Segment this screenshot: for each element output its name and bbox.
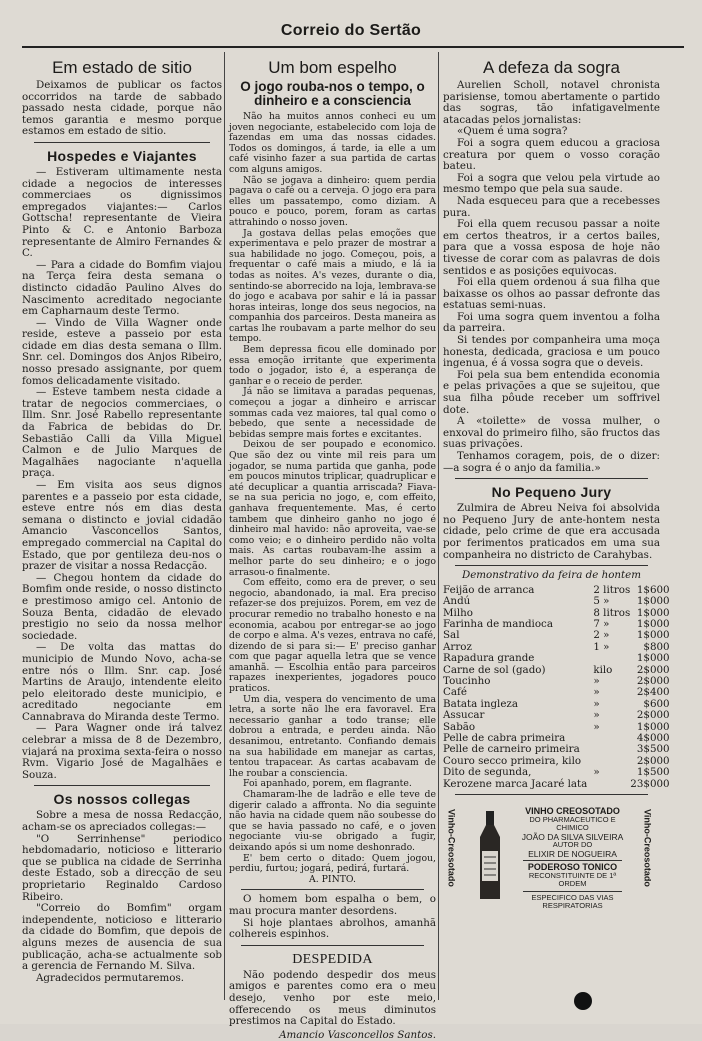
market-item-cell: Sabão <box>443 720 476 733</box>
market-qty-cell <box>587 744 630 755</box>
article-paragraph: A «toilette» de vossa mulher, o enxoval do primeiro filho, são fructos das suas privações. <box>443 415 660 451</box>
ad-text: AUTOR DO <box>552 840 593 850</box>
article-paragraph: — Vindo de Villa Wagner onde reside, esteve a passeio por esta cidade em dias desta semana o Illm. Snr. cel. Domingos dos Anjos Ribeiro, nosso presado assignante, por quem fomos delicadamente visitado. <box>22 316 222 387</box>
ad-label <box>515 807 630 911</box>
headline-hospedes: Hospedes e Viajantes <box>47 147 197 164</box>
article-paragraph: — De volta das mattas do municipio de Mundo Novo, acha-se entre nós o Illm. Snr. cap. José Martins de Araujo, intendente eleito pelo eleitorado deste municipio, e acreditado negociante em Cannabrava do Miranda deste Termo. <box>22 641 222 723</box>
market-qty-cell: » <box>593 675 600 687</box>
market-qty-cell: » <box>593 709 600 722</box>
ad-text: PODEROSO TONICO <box>527 862 618 873</box>
ad-text: ESPECIFICO DAS VIAS RESPIRATORIAS <box>531 892 614 911</box>
market-item-cell: Milho <box>443 606 473 619</box>
headline-bom-espelho: Um bom espelho <box>268 58 397 77</box>
article-paragraph: — Para a cidade do Bomfim viajou na Terça feira desta semana o distincto cidadão Paulino Alves do Nascimento acreditado negociante em Capharnaum deste Termo. <box>22 258 222 318</box>
ad-text: JOÃO DA SILVA SILVEIRA <box>521 831 624 842</box>
market-qty-cell: » <box>593 686 600 699</box>
market-qty-cell: 1 » <box>593 640 610 653</box>
article-paragraph: Foi a sogra quem educou a graciosa creatura por quem o vosso coração bateu. <box>443 136 660 173</box>
market-qty-cell: » <box>593 697 600 710</box>
market-qty-cell: 2 litros <box>593 583 631 596</box>
article-paragraph: Foi ella quem recusou passar a noite em certos theatros, ir a certos bailes, para que a vossa esposa de hoje não tivesse de corar com as palavras de dois sentidos e as posições equivocas. <box>443 218 660 277</box>
market-price-cell: 1$000 <box>636 617 670 630</box>
market-price-cell: 4$000 <box>636 732 670 745</box>
market-item-cell: Assucar <box>443 709 485 722</box>
article-paragraph: Nada esqueceu para que a recebesses pura. <box>443 194 660 219</box>
divider <box>34 785 210 786</box>
article-paragraph: Aurelien Scholl, notavel chronista parisiense, tomou abertamente o partido das sogras, tão infatigavelmente atacadas pelos jornalistas: <box>443 79 660 126</box>
article-paragraph: — Para Wagner onde irá talvez celebrar a missa de 8 de Dezembro, viajará na proxima sexta-feira o nosso Rvm. Vigario José de Magalhães e Souza. <box>22 722 222 781</box>
article-paragraph: Foi a sogra que velou pela virtude ao mesmo tempo que pela sua saude. <box>443 171 660 196</box>
divider <box>455 794 648 795</box>
divider <box>34 142 210 143</box>
article-paragraph: Já não se limitava a paradas pequenas, começou a jogar a dinheiro e arriscar sommas cada vez maiores, tal qual como o bebedo, que sente a necessidade de bebidas sempre mais fortes e excitantes. <box>229 386 436 440</box>
market-price-cell: 2$000 <box>636 709 670 722</box>
ad-side-text: Vinho-Creosotado <box>642 809 653 887</box>
article-paragraph: Deixou de ser poupado e economico. Que são dez ou vinte mil reis para um jogador, se numa partida que ganha, pode em poucos minutos triplicar, quadruplicar e até decuplicar a quantia arriscada? Fiava-se na sua pericia no jogo, e, com effeito, ganhava frequentemente. Mas, é certo tambem que dinheiro ganho no jogo é dinheiro mal havido: não aproveita, vae-se como veio; e o dinheiro perdido não volta mais. As cartas roubavam-lhe assim a melhor parte do seu dinheiro; e o jogo arrasou-o finalmente. <box>229 439 436 578</box>
article-paragraph: — Chegou hontem da cidade do Bomfim onde reside, o nosso distincto e prestimoso amigo cel. Antonio de Souza Benta, cidadão de elevado prestigio no seio da nossa melhor sociedade. <box>22 571 222 642</box>
column-divider <box>224 52 225 1000</box>
market-qty-cell <box>587 733 630 744</box>
market-price-cell: 1$000 <box>636 629 670 642</box>
divider <box>455 565 648 566</box>
subheadline-jogo: O jogo rouba-nos o tempo, o dinheiro e a consciencia <box>240 79 425 108</box>
advertisement-vinho-creosotado <box>443 801 660 911</box>
market-item-cell: Arroz <box>443 640 472 653</box>
ad-text: DO PHARMACEUTICO E CHIMICO <box>529 814 616 833</box>
table-row <box>443 619 670 630</box>
article-paragraph: Ja gostava dellas pelas emoções que experimentava e pelo prazer de mostrar a sua habilidade no jogo. Começou, pois, a frequentar o café mais a miudo, e lá ia todas as noites. A's vezes, durante o dia, sentindo-se aborrecido na loja, lembrava-se do jogo e acabava por sahir e lá ia passar horas inteiras, longe dos seus negocios, na companhia dos parceiros. Desta maneira as cartas lhe roubavam a parte melhor do seu tempo. <box>229 227 436 345</box>
column-right <box>443 52 670 1014</box>
column-center <box>229 52 436 1041</box>
market-price-cell: 1$600 <box>636 583 670 596</box>
table-row <box>443 653 670 664</box>
market-item-cell: Couro secco primeira, kilo <box>443 754 582 767</box>
article-paragraph: Tenhamos coragem, pois, de o dizer: —a sogra é o anjo da familia.» <box>443 450 660 474</box>
market-price-cell: 1$000 <box>636 720 670 733</box>
market-price-cell: 1$500 <box>636 766 670 779</box>
market-qty-cell <box>587 653 630 664</box>
market-item-cell: Carne de sol (gado) <box>443 663 546 676</box>
market-item-cell: Farinha de mandioca <box>443 617 553 630</box>
market-item-cell: Pelle de carneiro primeira <box>443 743 580 756</box>
market-item-cell: Dito de segunda, <box>443 766 532 779</box>
market-item-cell: Feijão de arranca <box>443 583 535 596</box>
divider <box>455 478 648 479</box>
market-qty-cell: » <box>593 766 600 779</box>
market-price-cell: 1$000 <box>636 652 670 665</box>
article-paragraph: Foi apanhado, porem, em flagrante. <box>243 778 412 790</box>
article-paragraph: Foi ella quem ordenou á sua filha que baixasse os olhos ao passar defronte das estatuas semi-nuas. <box>443 276 660 312</box>
maxim: Si hoje plantaes abrolhos, amanhã colhereis espinhos. <box>229 916 436 941</box>
article-paragraph: Foi pela sua bem entendida economia e pelas privações a que se sujeitou, que sua filha pôude receber um soffrivel dote. <box>443 368 660 416</box>
market-price-cell: 2$000 <box>636 675 670 687</box>
table-row <box>443 779 670 790</box>
market-price-cell: 2$000 <box>636 754 670 767</box>
divider <box>241 889 424 890</box>
article-paragraph: — Estiveram ultimamente nesta cidade a negocios de interesses commerciaes os dignissimos empregados viajantes:— Carlos Gottscha! representante de Vieira Pinto & C. e Antonio Barboza representante de Almiro Fernandes & C. <box>22 165 222 260</box>
market-qty-cell <box>587 779 630 790</box>
article-paragraph: «Quem é uma sogra? <box>457 125 568 138</box>
article-paragraph: Não se jogava a dinheiro: quem perdia pagava o café ou a cerveja. O jogo era para elles um passatempo, como diziam. A pouco e pouco, porem, foram as cartas attrahindo o nosso joven. <box>229 174 436 228</box>
market-qty-cell: 7 » <box>593 617 610 630</box>
market-item-cell: Toucinho <box>443 675 491 687</box>
table-row <box>443 676 670 687</box>
article-paragraph: "O Serrinhense" periodico hebdomadario, noticioso e litterario que se publica na cidade de Serrinha deste Estado, sob a direcção de seu proprietario Reginaldo Cardoso Ribeiro. <box>22 832 222 903</box>
ad-text: RECONSTITUINTE DE 1ª ORDEM <box>528 870 617 889</box>
top-rule <box>22 46 684 48</box>
table-row <box>443 630 670 641</box>
market-item-cell: Rapadura grande <box>443 652 535 665</box>
headline-collegas: Os nossos collegas <box>53 791 191 808</box>
headline-estado-de-sitio: Em estado de sitio <box>52 58 192 77</box>
market-item-cell: Kerozene marca Jacaré lata <box>443 777 588 790</box>
market-item-cell: Café <box>443 686 467 699</box>
article-paragraph: Foi uma sogra quem inventou a folha da parreira. <box>443 310 660 335</box>
masthead: Correio do Sertão <box>280 22 422 39</box>
article-paragraph: "Correio do Bomfim" orgam independente, noticioso e litterario da cidade do Bomfim, que depois de alguns mezes de ausencia de sua publicação, acha-se actualmente sob a gerencia de Fernando M. Silva. <box>22 902 222 973</box>
market-price-cell: 1$000 <box>636 595 670 608</box>
maxim: O homem bom espalha o bem, o mau procura manter desordens. <box>229 893 436 917</box>
article-paragraph: Agradecidos permutaremos. <box>36 971 184 984</box>
headline-despedida: DESPEDIDA <box>292 951 373 967</box>
market-price-cell: 2$000 <box>636 663 670 676</box>
article-paragraph: Com effeito, como era de prever, o seu negocio, abandonado, ia mal. Era preciso refazer-se dos prejuizos. Porem, em vez de procurar remedio no trabalho honesto e na economia, acabou por entregar-se ao jogo de corpo e alma. A's vezes, entrava no café, dizendo de si para si:— E' preciso ganhar com que pagar aquella letra que se vence amanhã. — Escolhia então para parceiros rapazes inexperientes, jogadores pouco praticos. <box>229 577 436 695</box>
table-row <box>443 585 670 596</box>
article-paragraph: — Em visita aos seus dignos parentes e a passeio por esta cidade, esteve entre nós em dias desta semana o distincto e jovial cidadão Amancio Vasconcellos Santos, empregado commercial na Capital do Estado, que por gentileza deu-nos o prazer de visitar a nossa Redacção. <box>22 479 222 573</box>
table-row <box>443 710 670 721</box>
article-text: Deixamos de publicar os factos occorridos na tarde de sabbado passado nesta cidade, porque não temos garantia e mesmo porque estamos em estado de sitio. <box>22 79 222 138</box>
table-row <box>443 596 670 607</box>
column-divider <box>438 52 439 1000</box>
market-table-title: Demonstrativo da feira de hontem <box>461 569 642 582</box>
article-paragraph: — Esteve tambem nesta cidade a tratar de negocios commerciaes, o Illm. Snr. José Rabello representante da Fabrica de bebidas do Dr. Sebastião Calli da Villa Miguel Calmon e de Julio Marques de Magalhães nagociante n'aquella praça. <box>22 386 222 480</box>
market-qty-cell: 5 » <box>593 595 610 608</box>
market-qty-cell: kilo <box>593 663 613 676</box>
article-paragraph: Não ha muitos annos conheci eu um joven negociante, estabelecido com loja de fazendas em uma das nossas cidades. Todos os domingos, á tarde, ia elle a um café visinho fazer a sua partida de cartas com alguns amigos. <box>229 111 436 175</box>
column-left <box>22 52 222 1014</box>
market-price-cell: $600 <box>643 697 670 710</box>
article-paragraph: Um dia, vespera do vencimento de uma letra, a sorte não lhe era favoravel. Era necessario ganhar a todo transe; elle dobrou a entrada, e perdeu ainda. Não desanimou, entretanto. Confiando demais na sua habilidade em manejar as cartas, tentou trapacear. As cartas acabavam de lhe roubar a consciencia. <box>229 693 436 779</box>
divider <box>241 945 424 946</box>
ad-text: ELIXIR DE NOGUEIRA <box>528 848 617 859</box>
market-price-cell: 1$000 <box>636 606 670 619</box>
article-paragraph: Chamaram-lhe de ladrão e elle teve de digerir calado a affronta. No dia seguinte não havia na cidade quem não soubesse do que se havia passado no café, e o joven negociante viu-se obrigado a fugir, deixando após si um nome deshonrado. <box>229 789 436 853</box>
market-price-cell: 23$000 <box>630 777 670 790</box>
article-text: Não podendo despedir dos meus amigos e parentes como era o meu desejo, venho por este meio, offerecendo os meus diminutos prestimos na Capital do Estado. <box>229 968 436 1028</box>
article-signature: Amancio Vasconcellos Santos. <box>279 1028 436 1041</box>
market-price-cell: $800 <box>643 640 670 653</box>
article-paragraph: Si tendes por companheira uma moça honesta, dedicada, graciosa e um pouco ingenua, é á vossa sogra que o deveis. <box>443 334 660 370</box>
ad-title: VINHO CREOSOTADO <box>525 806 620 817</box>
ink-spot <box>574 992 592 1010</box>
market-qty-cell: 8 litros <box>593 606 631 619</box>
article-paragraph: E' bem certo o ditado: Quem jogou, perdiu, furtou; jogará, pedirá, furtará. <box>229 852 436 875</box>
bottle-icon <box>473 811 507 901</box>
market-price-cell: 2$400 <box>636 686 670 699</box>
article-paragraph: Bem depressa ficou elle dominado por essa emoção irritante que experimenta todo o jogador, isto é, a esperança de ganhar e o receio de perder. <box>229 344 436 387</box>
market-item-cell: Sal <box>443 629 460 642</box>
headline-pequeno-jury: No Pequeno Jury <box>491 484 612 501</box>
article-paragraph: Sobre a mesa de nossa Redacção, acham-se os apreciados collegas:— <box>22 809 222 834</box>
market-qty-cell: » <box>593 720 600 733</box>
headline-defeza-sogra: A defeza da sogra <box>482 58 621 77</box>
article-text: Zulmira de Abreu Neiva foi absolvida no Pequeno Jury de ante-hontem nesta cidade, pelo crime de que era accusada por ferimentos praticados em uma sua companheira no districto de Carahybas. <box>443 502 660 561</box>
market-item-cell: Pelle de cabra primeira <box>443 732 566 745</box>
article-signature: A. PINTO. <box>309 873 356 885</box>
market-price-cell: 3$500 <box>636 743 670 756</box>
market-price-table <box>443 585 670 790</box>
market-item-cell: Andú <box>443 595 471 608</box>
market-qty-cell: 2 » <box>593 629 610 642</box>
table-row <box>443 767 670 778</box>
ad-side-text: Vinho-Creosotado <box>446 809 457 887</box>
market-item-cell: Batata ingleza <box>443 697 518 710</box>
